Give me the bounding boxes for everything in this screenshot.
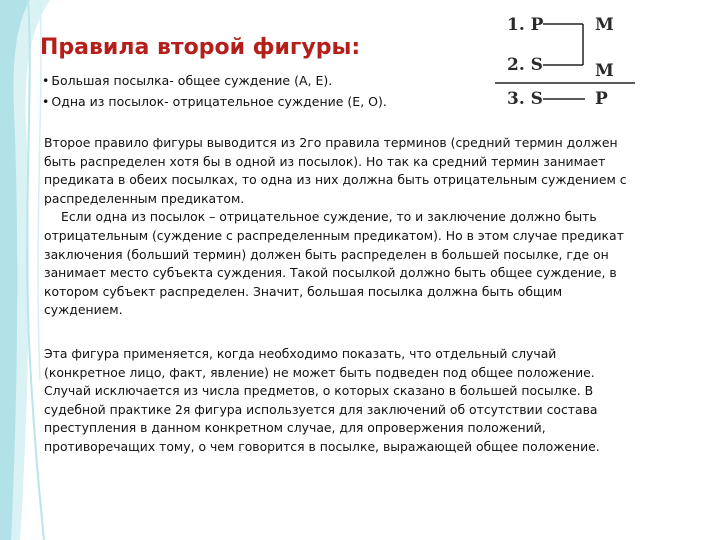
diagram-row1-term: M [595,15,614,35]
text-line: суждением. [44,302,123,318]
diagram-row1-label: 1. P [507,15,544,35]
text-line: распределенным предикатом. [44,190,245,206]
text-line: противоречащих тому, о чем говорится в посылке, выражающей общее положение. [44,438,600,454]
text-line: быть распределен хотя бы в одной из посылок). Но так ка средний термин занимает [44,153,606,169]
text-line: Если одна из посылок – отрицательное суждение, то и заключение должно быть [61,209,597,225]
second-figure-diagram [495,8,635,116]
text-line: (конкретное лицо, факт, явление) не может быть подведен под общее положение. [44,364,595,380]
text-line: Второе правило фигуры выводится из 2го правила терминов (средний термин должен [44,135,618,150]
bullet-text: Одна из посылок- отрицательное суждение (E, O). [51,94,387,109]
text-line: преступления в данном конкретном случае, для опровержения положений, [44,420,546,436]
text-line: Случай исключается из числа предметов, о которых сказано в большей посылке. В [44,383,594,399]
rule-explanation-paragraph [44,134,627,320]
text-line: котором субъект распределен. Значит, большая посылка должна быть общим [44,283,563,299]
rules-bullet-list [42,70,387,112]
diagram-row3-label: 3. S [507,89,543,109]
bullet-major-premise: • Большая посылка- общее суждение (A, E). [42,73,333,88]
text-line: предиката в обеих посылках, то одна из них должна быть отрицательным суждением с [44,172,627,188]
text-line: отрицательным (суждение с распределенным предикатом). Но в этом случае предикат [44,227,624,243]
bullet-text: Большая посылка- общее суждение (A, E). [51,73,333,88]
diagram-row2-label: 2. S [507,55,543,75]
usage-paragraph [44,345,600,457]
text-line: занимает место субъекта суждения. Такой посылкой должно быть общее суждение, в [44,265,617,281]
diagram-row2-term: M [595,61,614,81]
text-line: судебной практике 2я фигура используется для заключений об отсутствии состава [44,401,598,417]
bullet-negative-premise: • Одна из посылок- отрицательное суждение (E, O). [42,94,387,109]
slide-title: Правила второй фигуры: [40,35,361,60]
text-line: Эта фигура применяется, когда необходимо показать, что отдельный случай [44,346,557,361]
text-line: заключения (больший термин) должен быть распределен в большей посылке, где он [44,246,609,262]
diagram-row3-term: P [595,89,608,109]
